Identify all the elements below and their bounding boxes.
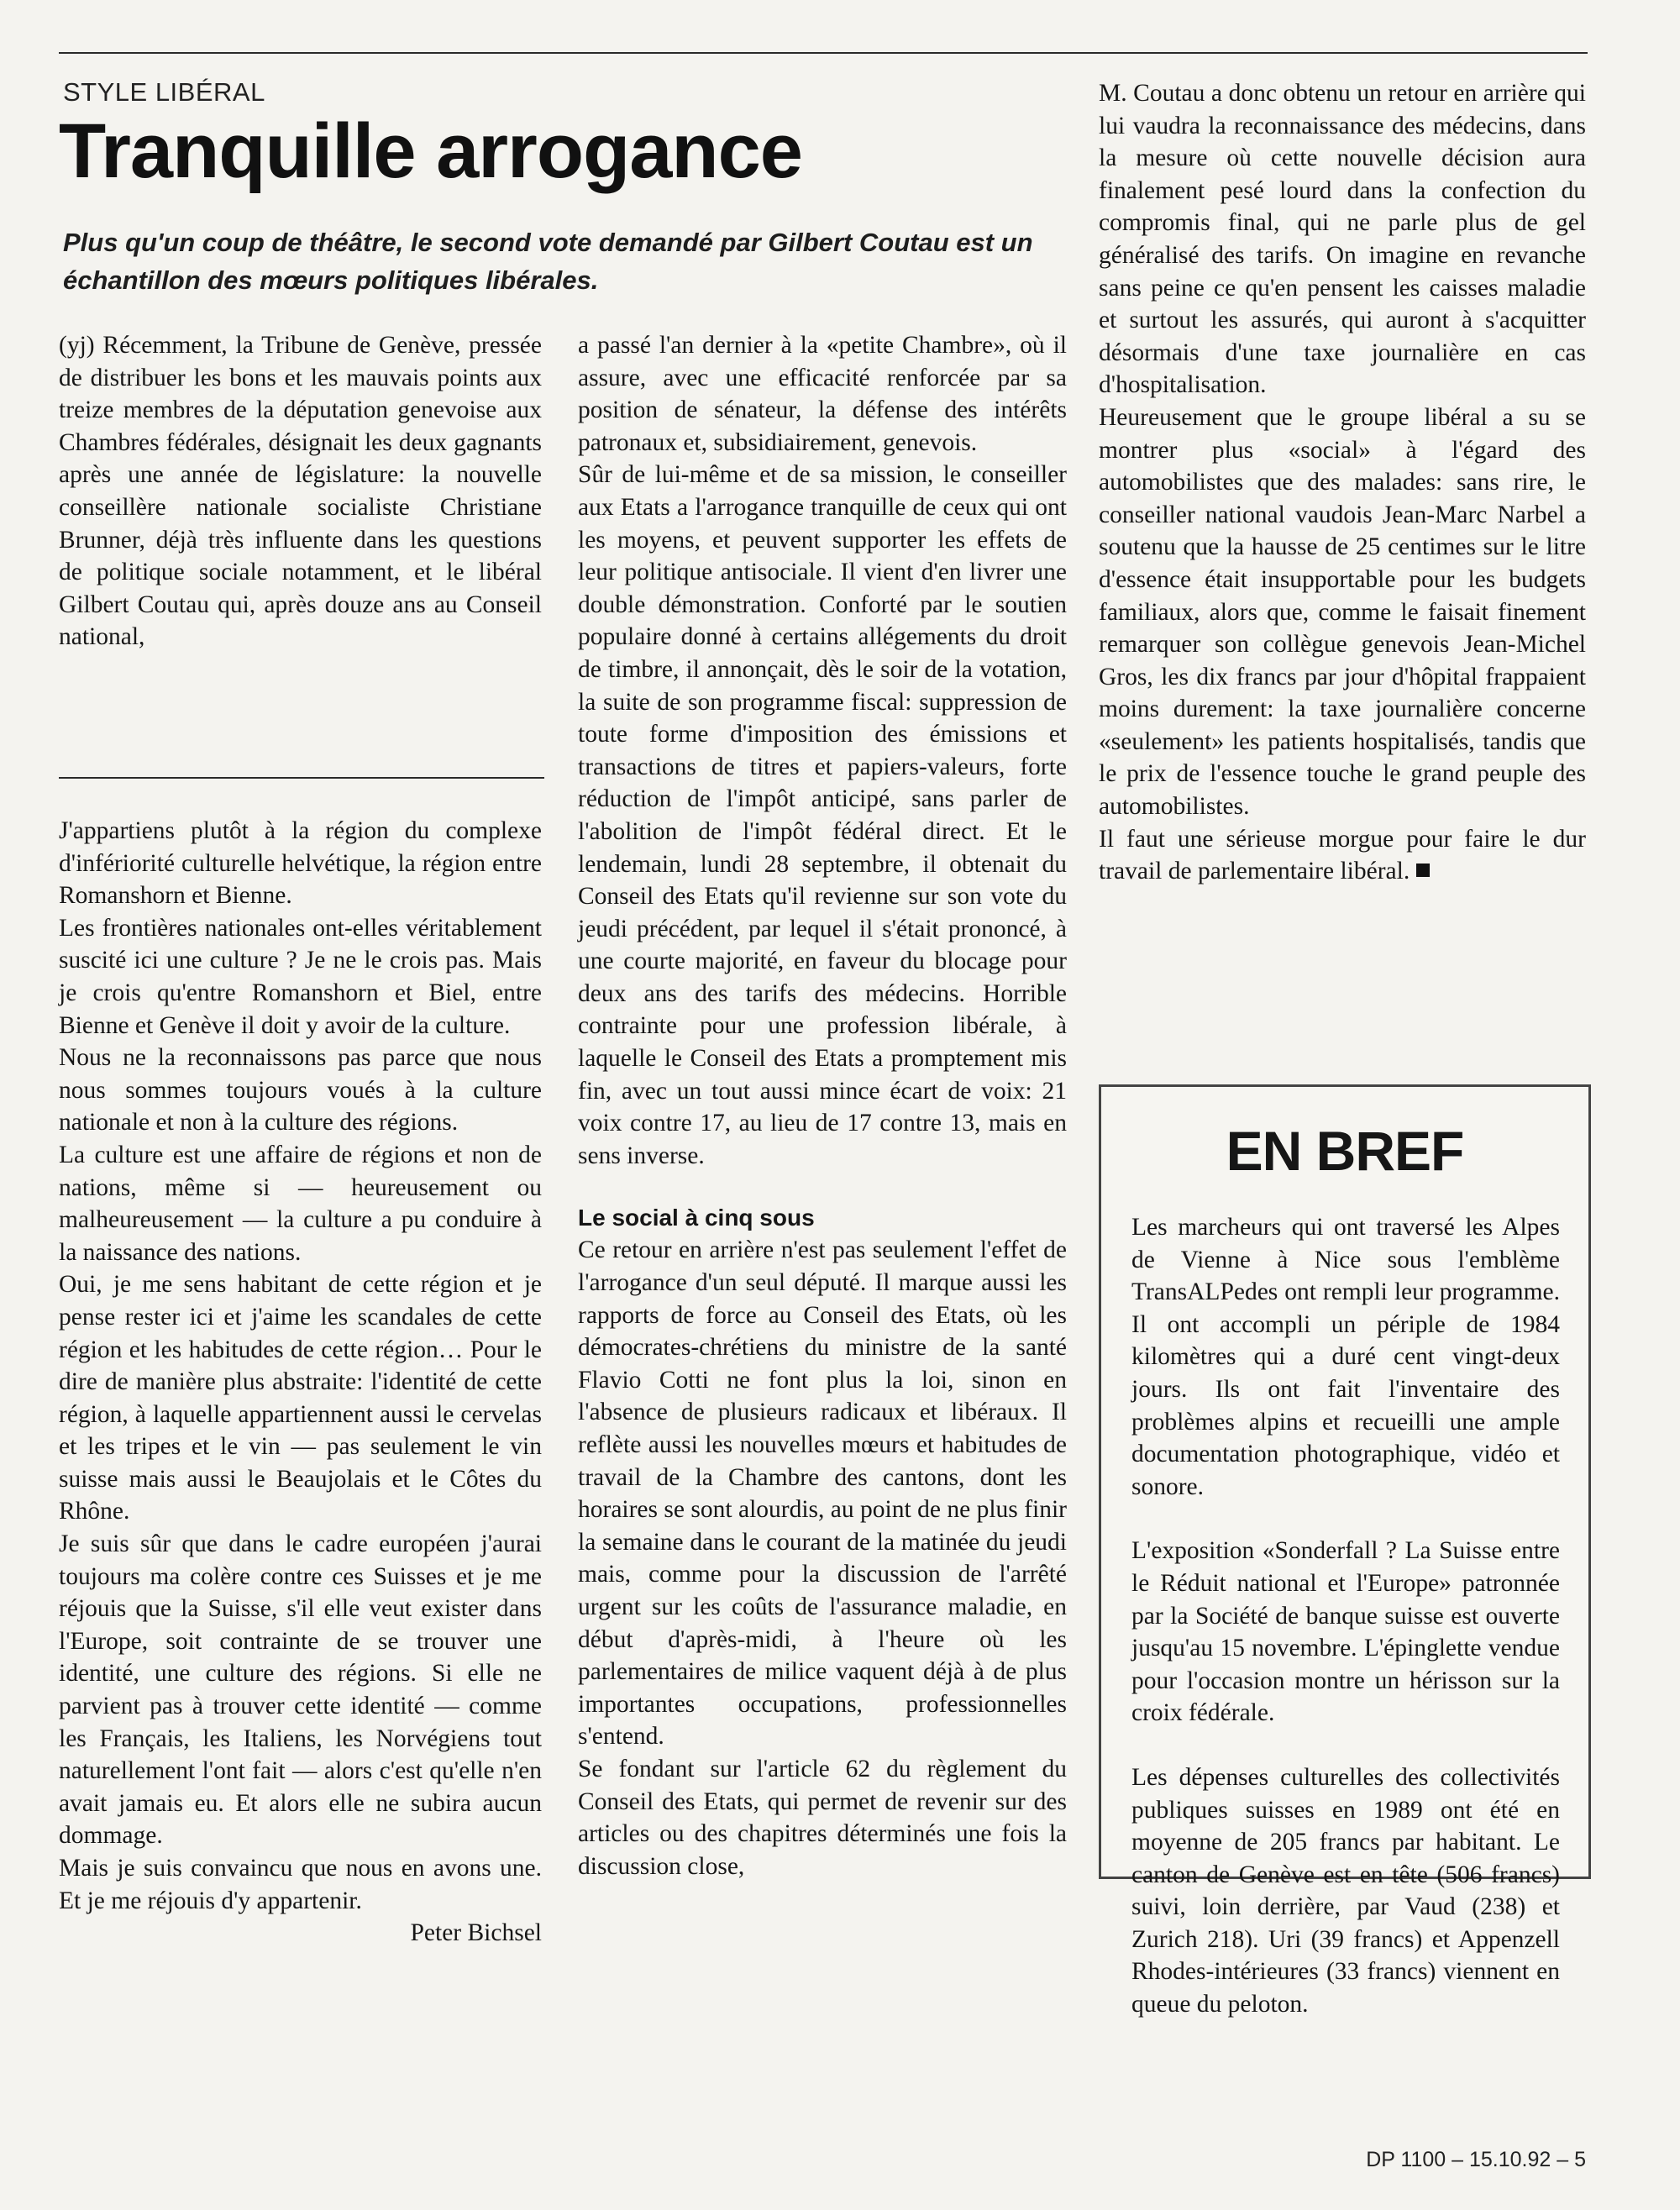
end-mark-icon <box>1416 864 1430 877</box>
page-folio: DP 1100 – 15.10.92 – 5 <box>1366 2148 1586 2171</box>
article-column-3 <box>1099 77 1586 888</box>
article-column-2 <box>578 329 1067 1882</box>
essay-signature: Peter Bichsel <box>410 1919 542 1947</box>
en-bref-item: L'exposition «Sonderfall ? La Suisse entre le Réduit national et l'Europe» patronnée par la Société de banque suisse est ouverte jusqu'au 15 novembre. L'épinglette vendue pour l'occasion montre un hérisson sur la croix fédérale. <box>1131 1537 1560 1727</box>
essay-paragraph: La culture est une affaire de régions et non de nations, même si — heureusement ou malheureusement — la culture a pu conduire à la naissance des nations. <box>59 1141 542 1266</box>
en-bref-title: EN BREF <box>1226 1120 1464 1182</box>
essay-paragraph: Nous ne la reconnaissons pas parce que nous nous sommes toujours voués à la culture nationale et non à la culture des régions. <box>59 1044 542 1136</box>
en-bref-item: Les marcheurs qui ont traversé les Alpes de Vienne à Nice sous l'emblème TransALPedes ont rempli leur programme. Il ont accompli un périple de 1984 kilomètres qui a duré cent vingt-deux jours. Ils ont fait l'inventaire des problèmes alpins et recueilli une ample documentation photographique, vidéo et sonore. <box>1131 1214 1560 1500</box>
column-1-separator <box>59 777 544 779</box>
essay-column <box>59 815 542 1950</box>
essay-paragraph: J'appartiens plutôt à la région du complexe d'infériorité culturelle helvétique, la région entre Romanshorn et Bienne. <box>59 817 542 910</box>
en-bref-item: Les dépenses culturelles des collectivités publiques suisses en 1989 ont été en moyenne de 205 francs par habitant. Le canton de Genève est en tête (506 francs) suivi, loin derrière, par Vaud (238) et Zurich 218). Uri (39 francs) et Appenzell Rhodes-intérieures (33 francs) viennent en queue du peloton. <box>1131 1763 1560 2018</box>
essay-paragraph: Mais je suis convaincu que nous en avons une. Et je me réjouis d'y appartenir. <box>59 1855 542 1914</box>
article-paragraph: Ce retour en arrière n'est pas seulement l'effet de l'arrogance d'un seul député. Il marque aussi les rapports de force au Conseil des Etats, où les démocrates-chrétiens du ministre de la santé Flavio Cotti ne font plus la loi, sinon en l'absence de plusieurs radicaux et libéraux. Il reflète aussi les nouvelles mœurs et habitudes de travail de la Chambre des cantons, dont les horaires se sont alourdis, au point de ne plus finir la semaine dans le courant de la matinée du jeudi mais, comme pour la discussion de l'arrêté urgent sur les coûts de l'assurance maladie, en début d'après-midi, à l'heure où les parlementaires de milice vaquent déjà à de plus importantes occupations, professionnelles s'entend. <box>578 1236 1067 1751</box>
article-paragraph: Heureusement que le groupe libéral a su se montrer plus «social» à l'égard des automobilistes que des malades: sans rire, le conseiller national vaudois Jean-Marc Narbel a soutenu que la hausse de 25 centimes sur le litre d'essence était insupportable pour les budgets familiaux, alors que, comme le faisait finement remarquer son collègue genevois Jean-Michel Gros, les dix francs par jour d'hôpital frappaient moins durement: la taxe journalière concerne «seulement» les patients hospitalisés, tandis que le prix de l'essence touche le grand peuple des automobilistes. <box>1099 403 1586 821</box>
article-paragraph: M. Coutau a donc obtenu un retour en arrière qui lui vaudra la reconnaissance des médecins, dans la mesure où cette nouvelle décision aura finalement pesé lourd dans la confection du compromis final, qui ne parle plus de gel généralisé des tarifs. On imagine en revanche sans peine ce qu'en pensent les caisses maladie et surtout les assurés, qui auront à s'acquitter désormais d'une taxe journalière en cas d'hospitalisation. <box>1099 80 1586 399</box>
article-column-1 <box>59 329 542 654</box>
article-paragraph: a passé l'an dernier à la «petite Chambre», où il assure, avec une efficacité renforcée par sa position de sénateur, la défense des intérêts patronaux et, subsidiairement, genevois. <box>578 332 1067 456</box>
essay-paragraph: Oui, je me sens habitant de cette région et je pense rester ici et j'aime les scandales de cette région et les habitudes de cette région… Pour le dire de manière plus abstraite: l'identité de cette région, à laquelle appartiennent aussi le cervelas et les tripes et le vin — pas seulement le vin suisse mais aussi le Beaujolais et le Côtes du Rhône. <box>59 1271 542 1525</box>
article-subhead: Le social à cinq sous <box>578 1205 815 1231</box>
essay-paragraph: Les frontières nationales ont-elles véritablement suscité ici une culture ? Je ne le crois pas. Mais je crois qu'entre Romanshorn et Biel, entre Bienne et Genève il doit y avoir de la culture. <box>59 914 542 1039</box>
article-paragraph: Se fondant sur l'article 62 du règlement du Conseil des Etats, qui permet de revenir sur des articles ou des chapitres déterminés une fois la discussion close, <box>578 1755 1067 1880</box>
article-closing-paragraph <box>1099 823 1586 888</box>
article-intro-paragraph: (yj) Récemment, la Tribune de Genève, pressée de distribuer les bons et les mauvais points aux treize membres de la députation genevoise aux Chambres fédérales, désignait les deux gagnants après une année de législature: la nouvelle conseillère nationale socialiste Christiane Brunner, déjà très influente dans les questions de politique sociale notamment, et le libéral Gilbert Coutau qui, après douze ans au Conseil national, <box>59 332 542 651</box>
essay-paragraph: Je suis sûr que dans le cadre européen j'aurai toujours ma colère contre ces Suisses et je me réjouis que la Suisse, s'il elle veut exister dans l'Europe, soit contrainte de se trouver une identité, une culture des régions. Si elle ne parvient pas à trouver cette identité — comme les Français, les Italiens, les Norvégiens tout naturellement l'ont fait — alors c'est qu'elle n'en avait jamais eu. Et alors elle ne subira aucun dommage. <box>59 1530 542 1850</box>
article-paragraph: Sûr de lui-même et de sa mission, le conseiller aux Etats a l'arrogance tranquille de ceux qui ont les moyens, et peuvent supporter les effets de leur politique antisociale. Il vient d'en livrer une double démonstration. Conforté par le soutien populaire donné à certains allégements du droit de timbre, il annonçait, dès le soir de la votation, la suite de son programme fiscal: suppression de toute forme d'imposition des émissions et transactions de titres et papiers-valeurs, forte réduction de l'impôt anticipé, sans parler de l'abolition de l'impôt fédéral direct. Et le lendemain, lundi 28 septembre, il obtenait du Conseil des Etats qu'il revienne sur son vote du jeudi précédent, par lequel il s'était prononcé, à une courte majorité, en faveur du blocage pour deux ans des tarifs des médecins. Horrible contrainte pour une profession libérale, à laquelle le Conseil des Etats a promptement mis fin, avec un tout aussi mince écart de voix: 21 voix contre 17, au lieu de 17 contre 13, mais en sens inverse. <box>578 461 1067 1169</box>
en-bref-box <box>1099 1084 1591 2018</box>
headline: Tranquille arrogance <box>59 108 802 194</box>
en-bref-body <box>1131 1211 1560 2053</box>
lead-paragraph: Plus qu'un coup de théâtre, le second vote demandé par Gilbert Coutau est un échantillon des mœurs politiques libérales. <box>63 228 1033 295</box>
article-closing-text: Il faut une sérieuse morgue pour faire le dur travail de parlementaire libéral. <box>1099 825 1586 885</box>
top-rule <box>59 52 1588 54</box>
section-kicker: STYLE LIBÉRAL <box>63 77 265 107</box>
